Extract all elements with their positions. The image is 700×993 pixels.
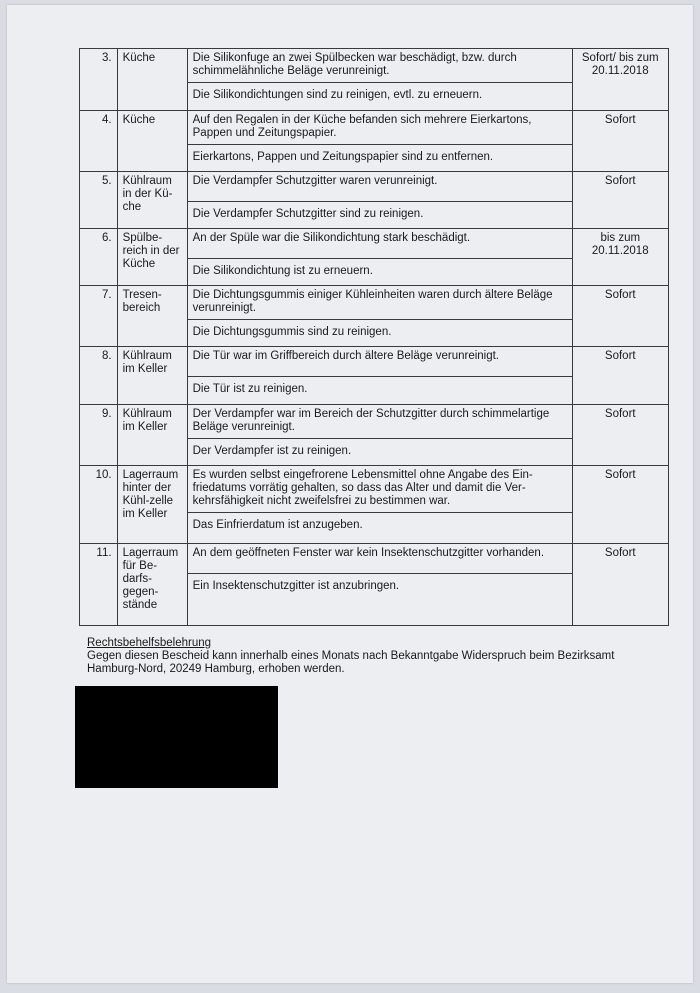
- row-number: 6.: [80, 229, 118, 286]
- row-measure: Eierkartons, Pappen und Zeitungspapier sind zu entfernen.: [187, 144, 573, 168]
- redaction-box: [75, 686, 278, 788]
- row-description: [187, 347, 572, 405]
- row-measure: Die Tür ist zu reinigen.: [187, 376, 573, 400]
- row-location: Lagerraum für Be-darfs-gegen-stände: [117, 544, 187, 626]
- row-finding: An der Spüle war die Silikondichtung stark beschädigt.: [192, 232, 471, 244]
- table-row: [80, 286, 669, 347]
- row-measure: Die Silikondichtungen sind zu reinigen, evtl. zu erneuern.: [187, 82, 573, 106]
- row-description: [187, 286, 572, 347]
- legal-remedy-title: Rechtsbehelfsbelehrung: [87, 637, 212, 649]
- row-description: [187, 405, 572, 466]
- row-measure: Ein Insektenschutzgitter ist anzubringen.: [187, 573, 573, 597]
- row-location: Spülbe-reich in der Küche: [117, 229, 187, 286]
- row-description: [187, 466, 572, 544]
- findings-table: [79, 48, 669, 626]
- row-location: Kühlraum im Keller: [117, 405, 187, 466]
- table-row: [80, 405, 669, 466]
- legal-remedy-section: [87, 637, 657, 676]
- legal-remedy-text: Gegen diesen Bescheid kann innerhalb eines Monats nach Bekanntgabe Widerspruch beim Bezirksamt Hamburg-Nord, 20249 Hamburg, erhoben werden.: [87, 650, 615, 675]
- table-row: [80, 229, 669, 286]
- row-description: [187, 49, 572, 111]
- row-measure: Der Verdampfer ist zu reinigen.: [187, 438, 573, 462]
- row-measure: Das Einfrierdatum ist anzugeben.: [187, 512, 573, 536]
- row-number: 10.: [80, 466, 118, 544]
- row-number: 3.: [80, 49, 118, 111]
- table-row: [80, 172, 669, 229]
- row-description: [187, 111, 572, 172]
- row-location: Kühlraum in der Kü-che: [117, 172, 187, 229]
- row-description: [187, 172, 572, 229]
- row-location: Tresen-bereich: [117, 286, 187, 347]
- row-finding: Die Tür war im Griffbereich durch ältere Beläge verunreinigt.: [192, 350, 500, 362]
- row-finding: An dem geöffneten Fenster war kein Insektenschutzgitter vorhanden.: [192, 547, 545, 559]
- row-description: [187, 229, 572, 286]
- table-row: [80, 111, 669, 172]
- row-deadline: Sofort/ bis zum 20.11.2018: [572, 49, 669, 111]
- row-measure: Die Silikondichtung ist zu erneuern.: [187, 258, 573, 282]
- row-number: 5.: [80, 172, 118, 229]
- row-deadline: Sofort: [572, 111, 669, 172]
- row-deadline: Sofort: [572, 347, 669, 405]
- row-location: Küche: [117, 49, 187, 111]
- table-row: [80, 466, 669, 544]
- row-finding: Die Verdampfer Schutzgitter waren verunreinigt.: [192, 175, 438, 187]
- row-number: 4.: [80, 111, 118, 172]
- row-deadline: Sofort: [572, 286, 669, 347]
- table-row: [80, 49, 669, 111]
- row-measure: Die Dichtungsgummis sind zu reinigen.: [187, 319, 573, 343]
- row-finding: Der Verdampfer war im Bereich der Schutzgitter durch schimmelartige Beläge verunreinigt.: [192, 408, 550, 433]
- row-number: 7.: [80, 286, 118, 347]
- row-finding: Die Dichtungsgummis einiger Kühleinheiten waren durch ältere Beläge verunreinigt.: [192, 289, 553, 314]
- table-row: [80, 544, 669, 626]
- row-deadline: Sofort: [572, 405, 669, 466]
- row-measure: Die Verdampfer Schutzgitter sind zu reinigen.: [187, 201, 573, 225]
- row-finding: Die Silikonfuge an zwei Spülbecken war beschädigt, bzw. durch schimmelähnliche Beläge verunreinigt.: [192, 52, 517, 77]
- table-row: [80, 347, 669, 405]
- row-number: 9.: [80, 405, 118, 466]
- document-page: [7, 5, 693, 983]
- row-location: Lagerraum hinter der Kühl-zelle im Keller: [117, 466, 187, 544]
- row-location: Küche: [117, 111, 187, 172]
- row-deadline: Sofort: [572, 544, 669, 626]
- row-number: 8.: [80, 347, 118, 405]
- row-finding: Es wurden selbst eingefrorene Lebensmittel ohne Angabe des Ein-friedatums vorrätig gehalten, so dass das Alter und damit die Ver-kehrsfähigkeit nicht zweifelsfrei zu bestimmen war.: [192, 469, 533, 507]
- row-deadline: Sofort: [572, 172, 669, 229]
- row-deadline: bis zum 20.11.2018: [572, 229, 669, 286]
- row-number: 11.: [80, 544, 118, 626]
- row-location: Kühlraum im Keller: [117, 347, 187, 405]
- row-description: [187, 544, 572, 626]
- row-finding: Auf den Regalen in der Küche befanden sich mehrere Eierkartons, Pappen und Zeitungspapier.: [192, 114, 532, 139]
- row-deadline: Sofort: [572, 466, 669, 544]
